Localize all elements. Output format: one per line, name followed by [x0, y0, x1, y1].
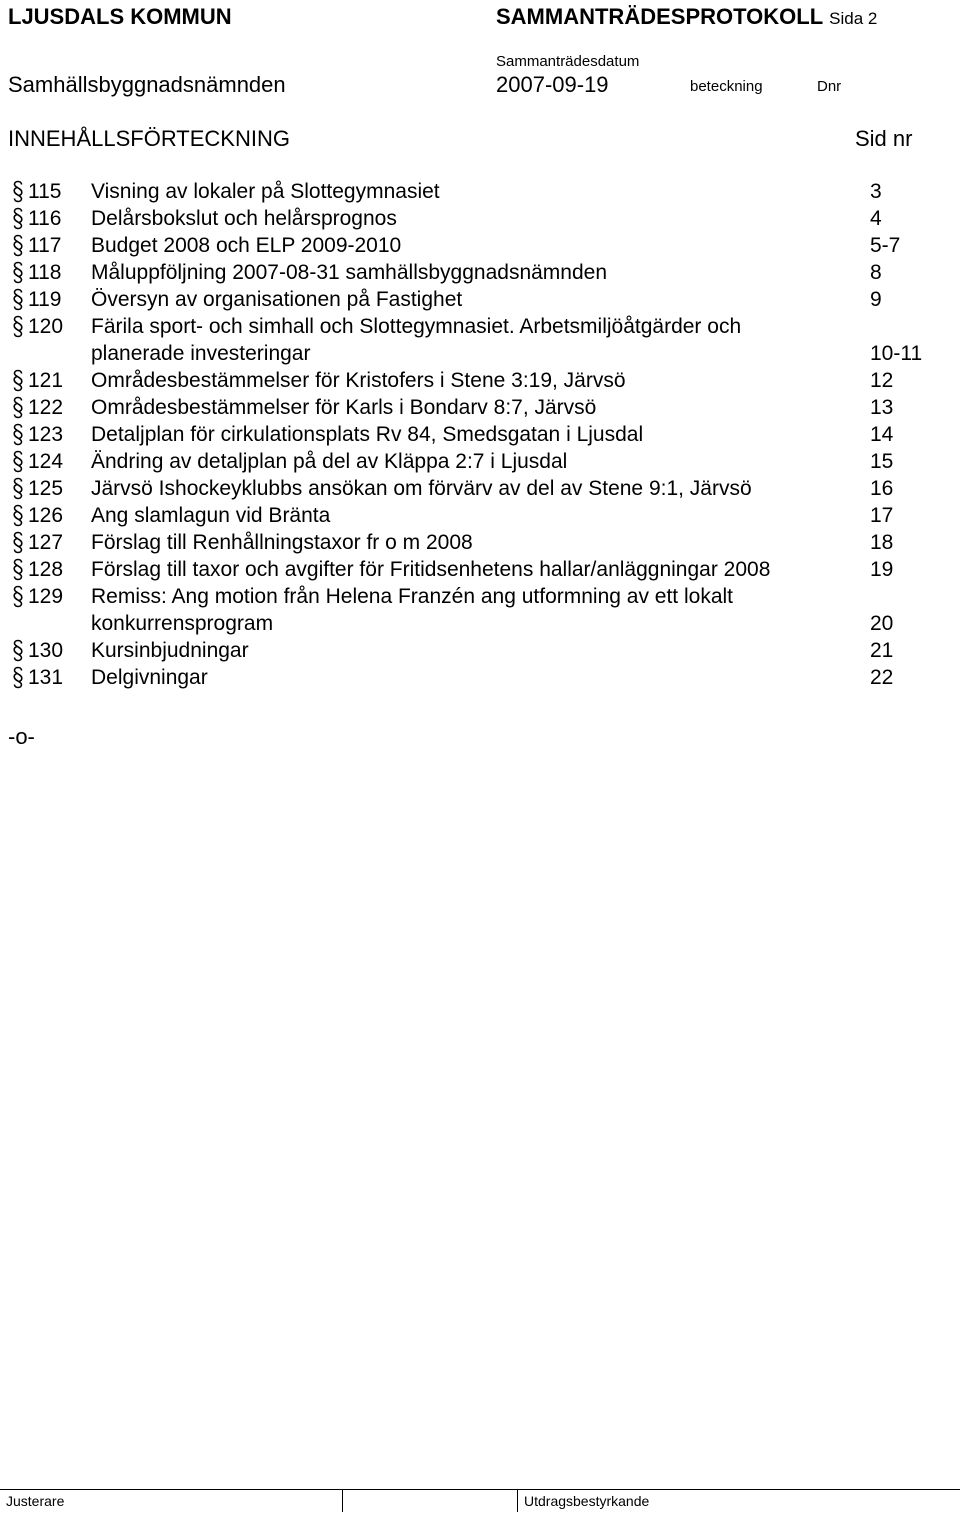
toc-item — [0, 664, 960, 691]
toc-item-title-line-2: planerade investeringar — [91, 342, 311, 365]
section-sign-icon — [9, 448, 27, 475]
toc-item-title — [91, 448, 567, 475]
toc-item-number: 124 — [28, 450, 64, 473]
toc-item-number: 119 — [28, 288, 62, 311]
toc-item — [0, 637, 960, 664]
toc-item-title-line: Visning av lokaler på Slottegymnasiet — [91, 180, 440, 203]
signature-footer — [0, 1489, 960, 1513]
toc-item-title-line: Budget 2008 och ELP 2009-2010 — [91, 234, 402, 257]
toc-item-page: 22 — [870, 666, 894, 689]
doc-type: SAMMANTRÄDESPROTOKOLL — [496, 4, 824, 29]
toc-item-title — [91, 286, 462, 313]
dnr-label: Dnr — [817, 78, 842, 95]
toc-item-title-line: Färila sport- och simhall och Slottegymnasiet. Arbetsmiljöåtgärder och — [91, 315, 742, 338]
page-number: Sida 2 — [829, 9, 878, 28]
toc-item-number: 123 — [28, 423, 64, 446]
toc-item-page: 17 — [870, 504, 894, 527]
toc-item-page: 8 — [870, 261, 882, 284]
toc-item-page: 16 — [870, 477, 894, 500]
toc-item — [0, 475, 960, 502]
toc-item-number: 117 — [28, 234, 62, 257]
toc-item-title — [91, 178, 440, 205]
toc-item-page: 18 — [870, 531, 894, 554]
section-sign-icon — [9, 475, 27, 502]
toc-item-number: 126 — [28, 504, 64, 527]
section-sign-icon — [9, 367, 27, 394]
section-sign-icon — [9, 286, 27, 313]
toc-item-title-line: Delgivningar — [91, 666, 208, 689]
section-sign-icon — [9, 502, 27, 529]
toc-item-title — [91, 421, 643, 448]
toc-item-page: 4 — [870, 207, 882, 230]
toc-item-number: 121 — [28, 369, 64, 392]
section-sign-icon — [9, 205, 27, 232]
toc-page-column-label: Sid nr — [855, 126, 913, 151]
toc-item-number: 127 — [28, 531, 64, 554]
toc-item-page: 14 — [870, 423, 894, 446]
toc-list — [0, 178, 960, 691]
toc-item-title — [91, 502, 330, 529]
toc-item-title-line: Kursinbjudningar — [91, 639, 249, 662]
toc-item — [0, 259, 960, 286]
toc-title: INNEHÅLLSFÖRTECKNING — [8, 126, 290, 151]
toc-item — [0, 502, 960, 529]
toc-item-page: 9 — [870, 288, 882, 311]
section-sign-icon — [9, 394, 27, 421]
section-sign-icon — [9, 637, 27, 664]
toc-item-title-line: Ang slamlagun vid Bränta — [91, 504, 331, 527]
toc-item-title-line: Remiss: Ang motion från Helena Franzén ang utformning av ett lokalt — [91, 585, 733, 608]
toc-item — [0, 313, 960, 367]
end-mark: -o- — [8, 724, 35, 749]
beteckning-label: beteckning — [690, 78, 763, 95]
toc-item-page: 13 — [870, 396, 894, 419]
toc-item-title — [91, 232, 401, 259]
toc-item — [0, 556, 960, 583]
toc-item-title — [91, 556, 770, 583]
toc-item — [0, 394, 960, 421]
toc-item — [0, 367, 960, 394]
toc-item-number: 118 — [28, 261, 62, 284]
toc-item-number: 116 — [28, 207, 62, 230]
toc-item-title — [91, 637, 249, 664]
toc-item-page: 12 — [870, 369, 894, 392]
section-sign-icon — [9, 421, 27, 448]
toc-item-number: 129 — [28, 585, 64, 608]
toc-item-number: 131 — [28, 666, 64, 689]
toc-item-page: 10-11 — [870, 342, 923, 365]
toc-item-title-line: Områdesbestämmelser för Karls i Bondarv 8:7, Järvsö — [91, 396, 597, 419]
toc-item — [0, 421, 960, 448]
toc-item-title-line: Områdesbestämmelser för Kristofers i Stene 3:19, Järvsö — [91, 369, 626, 392]
toc-item — [0, 205, 960, 232]
toc-item-title-line: Förslag till Renhållningstaxor fr o m 2008 — [91, 531, 473, 554]
toc-item-title — [91, 205, 397, 232]
toc-item-title — [91, 313, 741, 367]
toc-item-page: 21 — [870, 639, 894, 662]
justerare-box — [0, 1490, 343, 1512]
toc-item-title-line: Översyn av organisationen på Fastighet — [91, 288, 463, 311]
toc-item-page: 19 — [870, 558, 894, 581]
toc-item-title-line: Järvsö Ishockeyklubbs ansökan om förvärv av del av Stene 9:1, Järvsö — [91, 477, 752, 500]
toc-item-title-line-2: konkurrensprogram — [91, 612, 274, 635]
toc-item-title — [91, 367, 626, 394]
section-sign-icon — [9, 178, 27, 205]
toc-item — [0, 232, 960, 259]
utdrag-label: Utdragsbestyrkande — [524, 1493, 650, 1509]
committee-name: Samhällsbyggnadsnämnden — [8, 72, 286, 97]
toc-item-page: 3 — [870, 180, 882, 203]
toc-item-number: 122 — [28, 396, 64, 419]
toc-item — [0, 448, 960, 475]
utdrag-box — [518, 1490, 959, 1512]
toc-item-title — [91, 259, 607, 286]
toc-item-title-line: Detaljplan för cirkulationsplats Rv 84, Smedsgatan i Ljusdal — [91, 423, 644, 446]
section-sign-icon — [9, 232, 27, 259]
toc-item-number: 128 — [28, 558, 64, 581]
section-sign-icon — [9, 583, 27, 610]
section-sign-icon — [9, 259, 27, 286]
toc-item-title-line: Delårsbokslut och helårsprognos — [91, 207, 397, 230]
toc-item-number: 130 — [28, 639, 64, 662]
meeting-date-label: Sammanträdesdatum — [496, 53, 640, 70]
justerare-signature-box — [343, 1490, 518, 1512]
doc-type-heading — [496, 4, 877, 30]
section-sign-icon — [9, 529, 27, 556]
section-sign-icon — [9, 556, 27, 583]
toc-item-title — [91, 394, 596, 421]
toc-item — [0, 529, 960, 556]
toc-item-title-line: Ändring av detaljplan på del av Kläppa 2:7 i Ljusdal — [91, 450, 568, 473]
section-sign-icon — [9, 664, 27, 691]
toc-item-page: 15 — [870, 450, 894, 473]
toc-item-title-line: Måluppföljning 2007-08-31 samhällsbyggnadsnämnden — [91, 261, 608, 284]
meeting-date: 2007-09-19 — [496, 72, 609, 97]
toc-item — [0, 286, 960, 313]
toc-item-title — [91, 583, 733, 637]
toc-item-title — [91, 664, 208, 691]
toc-item-title — [91, 475, 752, 502]
justerare-label: Justerare — [6, 1493, 65, 1509]
toc-item — [0, 178, 960, 205]
section-sign-icon — [9, 313, 27, 340]
toc-item-number: 125 — [28, 477, 64, 500]
org-name: LJUSDALS KOMMUN — [8, 4, 232, 29]
toc-item-title — [91, 529, 473, 556]
toc-item-page: 5-7 — [870, 234, 901, 257]
toc-item — [0, 583, 960, 637]
toc-item-page: 20 — [870, 612, 894, 635]
toc-item-title-line: Förslag till taxor och avgifter för Fritidsenhetens hallar/anläggningar 2008 — [91, 558, 771, 581]
toc-item-number: 115 — [28, 180, 62, 203]
toc-item-number: 120 — [28, 315, 64, 338]
